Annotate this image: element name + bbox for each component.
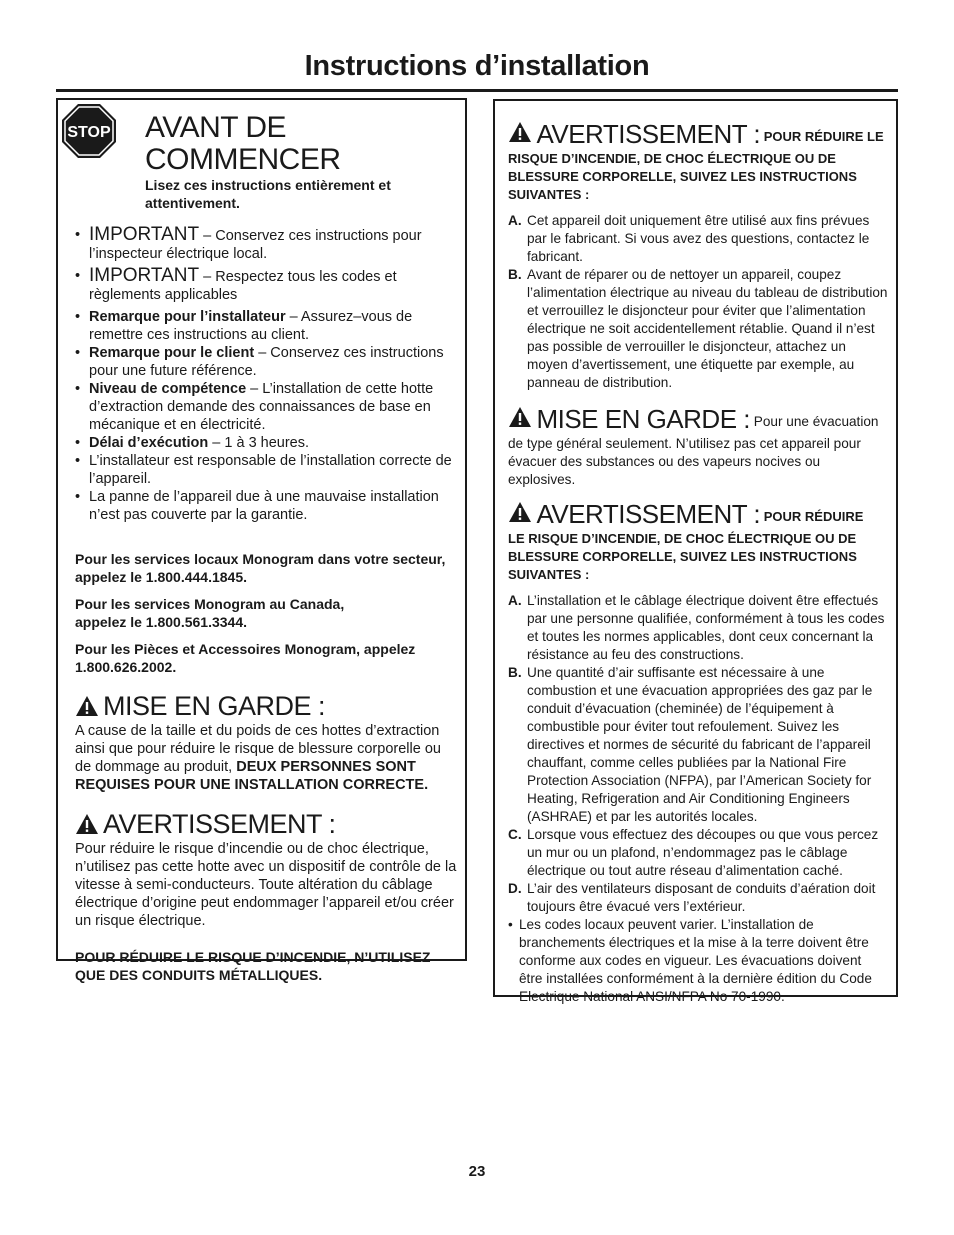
avertissement-1-caps: RISQUE D’INCENDIE, DE CHOC ÉLECTRIQUE OU DE BLESSURE CORPORELLE, SUIVEZ LES INSTRUCTIONS SUIVANTES : (508, 151, 857, 202)
list-item: C. Lorsque vous effectuez des découpes ou que vous percez un mur ou un plafond, n’endommagez pas le câblage électrique ou tout autre réseau d’alimentation caché. (508, 827, 879, 878)
list-item: B. Avant de réparer ou de nettoyer un appareil, coupez l’alimentation électrique au niveau du tableau de distribution et verrouillez le disjoncteur pour éviter que l’alimentation électrique ne soit accidentellement rétablie. Quand il n’est pas possible de verrouiller le disjoncteur, attachez un moyen d’avertissement, une étiquette par exemple, au panneau de distribution. (508, 267, 888, 390)
mise-en-garde-text: A cause de la taille et du poids de ces hottes d’extraction ainsi que pour réduire le risque de blessure corporelle ou de dommage au produit, DEUX PERSONNES SONT REQUISES POUR UNE INSTALLATION CORRECTE. (75, 723, 441, 793)
list-item: B. Une quantité d’air suffisante est nécessaire à une combustion et une évacuation appropriées des gaz par le conduit d’évacuation (cheminée) de l’équipement à combustible pour éviter tout refoulement. Suivez les directives et normes de sécurité du fabricant de l’appareil chauffant, comme celles publiées par la National Fire Protection Association (NFPA), par l’American Society for Heating, Refrigeration and Air Conditioning Engineers (ASHRAE) et par les autorités locales. (508, 665, 873, 824)
warning-triangle-icon (508, 121, 532, 143)
left-content (75, 112, 457, 984)
avertissement-1-list (508, 212, 888, 392)
contact-parts: Pour les Pièces et Accessoires Monogram, appelez 1.800.626.2002. (75, 641, 416, 675)
before-start-list (75, 226, 457, 524)
warning-triangle-icon (75, 695, 99, 717)
list-item: • Niveau de compétence – L’installation de cette hotte d’extraction demande des connaissances de base en mécanique et en électricité. (75, 380, 457, 434)
avant-subtitle: Lisez ces instructions entièrement et attentivement. (145, 177, 391, 211)
avertissement-1-heading: AVERTISSEMENT : POUR RÉDUIRE LE (508, 119, 888, 150)
avertissement-2-heading: AVERTISSEMENT : POUR RÉDUIRE (508, 499, 888, 530)
page-number: 23 (468, 1163, 486, 1180)
avertissement-text: Pour réduire le risque d’incendie ou de choc électrique, n’utilisez pas cette hotte avec un dispositif de contrôle de la vitesse à semi-conducteurs. Toute altération du câblage électrique d’origine peut endommager l’appareil et/ou créer un risque électrique. (75, 841, 457, 929)
contact-canada: Pour les services Monogram au Canada, appelez le 1.800.561.3344. (75, 596, 345, 630)
mise-en-garde-heading: MISE EN GARDE : (75, 690, 457, 722)
right-content (508, 119, 888, 1006)
contact-local: Pour les services locaux Monogram dans votre secteur, appelez le 1.800.444.1845. (75, 551, 446, 585)
warning-triangle-icon (508, 406, 532, 428)
list-item: • Remarque pour l’installateur – Assurez–vous de remettre ces instructions au client. (75, 308, 457, 344)
warning-triangle-icon (75, 813, 99, 835)
avertissement-2-caps: LE RISQUE D’INCENDIE, DE CHOC ÉLECTRIQUE OU DE BLESSURE CORPORELLE, SUIVEZ LES INSTRUCTIONS SUIVANTES : (508, 531, 857, 582)
left-panel (56, 98, 467, 983)
list-item: • L’installateur est responsable de l’installation correcte de l’appareil. (75, 452, 457, 488)
codes-note: • Les codes locaux peuvent varier. L’installation de branchements électriques et la mise à la terre doivent être conforme aux codes en vigueur. Les évacuations doivent être installées conformément à la dernière édition du Code Electrique National ANSI/NFPA No 70-1990. (508, 916, 888, 1006)
title-rule (56, 89, 898, 92)
list-item: A. Cet appareil doit uniquement être utilisé aux fins prévues par le fabricant. Si vous avez des questions, contactez le fabricant. (508, 213, 870, 264)
list-item: A. L’installation et le câblage électrique doivent être effectués par une personne qualifiée, conformément à tous les codes et toutes les normes applicables, dont ceux concernant la résistance au feu des constructions. (508, 593, 885, 662)
metal-ducts-note: POUR RÉDUIRE LE RISQUE D’INCENDIE, N’UTILISEZ QUE DES CONDUITS MÉTALLIQUES. (75, 949, 431, 983)
avant-header (145, 112, 457, 212)
list-item: • IMPORTANT – Conservez ces instructions pour l’inspecteur électrique local. (75, 226, 457, 263)
avertissement-heading: AVERTISSEMENT : (75, 808, 457, 840)
avertissement-2-list (508, 592, 888, 1006)
list-item: D. L’air des ventilateurs disposant de conduits d’aération doit toujours être évacué vers l’extérieur. (508, 881, 876, 914)
stop-sign-text: STOP (67, 124, 111, 141)
list-item: • Délai d’exécution – 1 à 3 heures. (75, 434, 457, 452)
page-title: Instructions d’installation (304, 50, 650, 82)
list-item: • IMPORTANT – Respectez tous les codes et règlements applicables (75, 267, 457, 304)
warning-triangle-icon (508, 501, 532, 523)
list-item: • La panne de l’appareil due à une mauvaise installation n’est pas couverte par la garantie. (75, 488, 457, 524)
avant-title: AVANT DE COMMENCER (145, 111, 341, 176)
mise-en-garde-heading: MISE EN GARDE : Pour une évacuation de type général seulement. N’utilisez pas cet appareil pour évacuer des substances ou des vapeurs nocives ou explosives. (508, 404, 879, 487)
list-item: • Remarque pour le client – Conservez ces instructions pour une future référence. (75, 344, 457, 380)
right-panel (493, 99, 898, 1004)
